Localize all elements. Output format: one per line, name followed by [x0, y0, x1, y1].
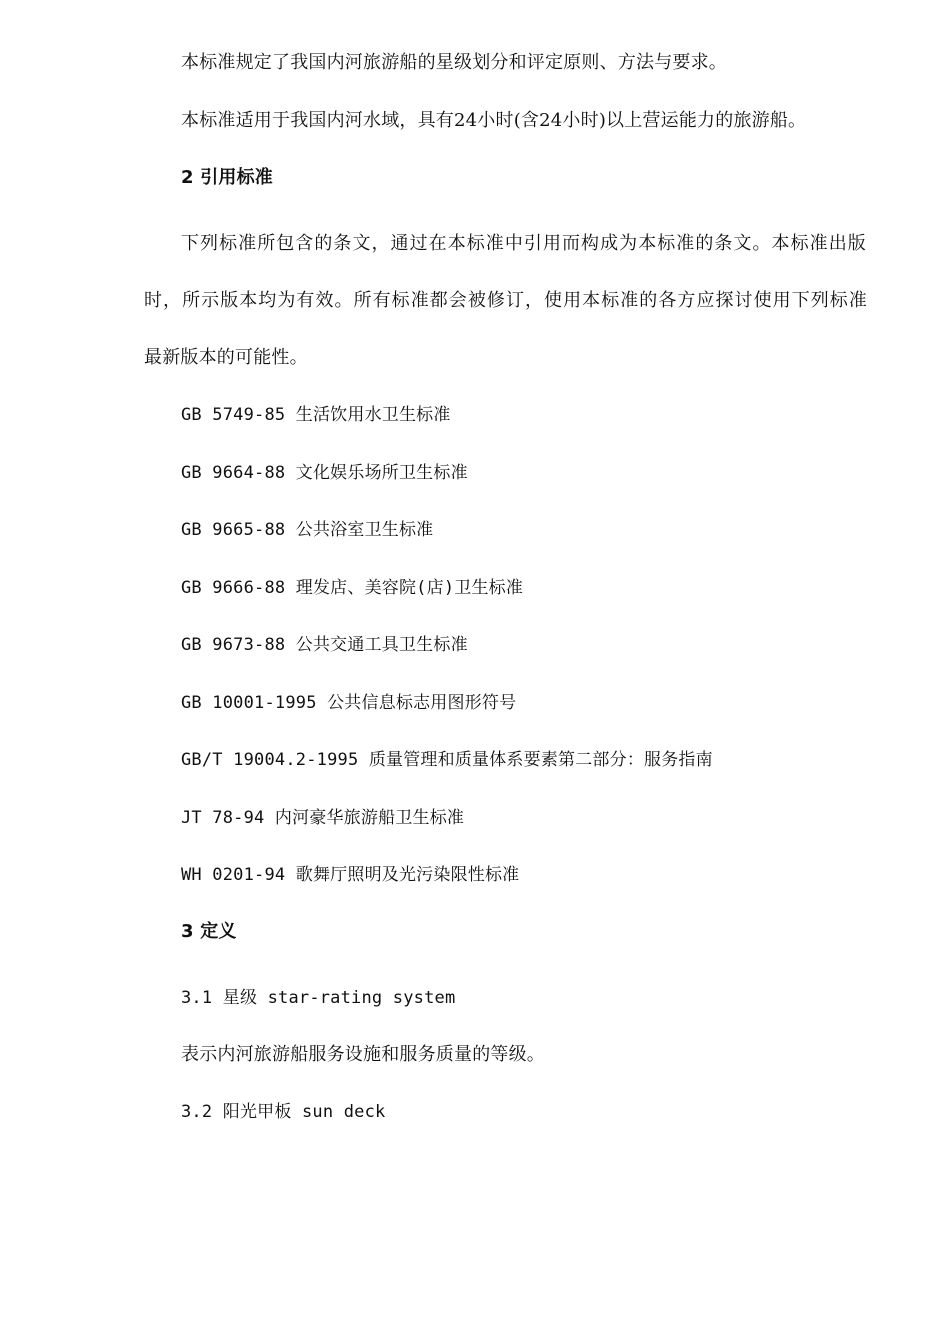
reference-item: GB 5749-85 生活饮用水卫生标准: [181, 405, 451, 425]
section-2-heading: 2 引用标准: [181, 167, 273, 188]
reference-item: WH 0201-94 歌舞厅照明及光污染限性标准: [181, 865, 520, 885]
scope-paragraph-1: 本标准规定了我国内河旅游船的星级划分和评定原则、方法与要求。: [181, 52, 727, 73]
reference-item: GB 9664-88 文化娱乐场所卫生标准: [181, 463, 468, 483]
definition-3-1-term: 3.1 星级 star-rating system: [181, 988, 456, 1008]
references-intro-line-3: 最新版本的可能性。: [144, 347, 308, 368]
definition-3-2-term: 3.2 阳光甲板 sun deck: [181, 1102, 386, 1122]
references-intro-line-1: 下列标准所包含的条文，通过在本标准中引用而构成为本标准的条文。本标准出版: [181, 233, 867, 254]
scope-paragraph-2: 本标准适用于我国内河水域，具有24小时(含24小时)以上营运能力的旅游船。: [181, 110, 807, 131]
reference-item: GB 10001-1995 公共信息标志用图形符号: [181, 693, 517, 713]
reference-item: GB 9665-88 公共浴室卫生标准: [181, 520, 434, 540]
section-3-heading: 3 定义: [181, 921, 237, 942]
reference-item: GB/T 19004.2-1995 质量管理和质量体系要素第二部分：服务指南: [181, 750, 713, 770]
definition-3-1-text: 表示内河旅游船服务设施和服务质量的等级。: [181, 1044, 545, 1065]
references-intro-line-2: 时，所示版本均为有效。所有标准都会被修订，使用本标准的各方应探讨使用下列标准: [144, 290, 868, 311]
reference-item: JT 78-94 内河豪华旅游船卫生标准: [181, 808, 465, 828]
reference-item: GB 9673-88 公共交通工具卫生标准: [181, 635, 468, 655]
reference-item: GB 9666-88 理发店、美容院(店)卫生标准: [181, 578, 524, 598]
